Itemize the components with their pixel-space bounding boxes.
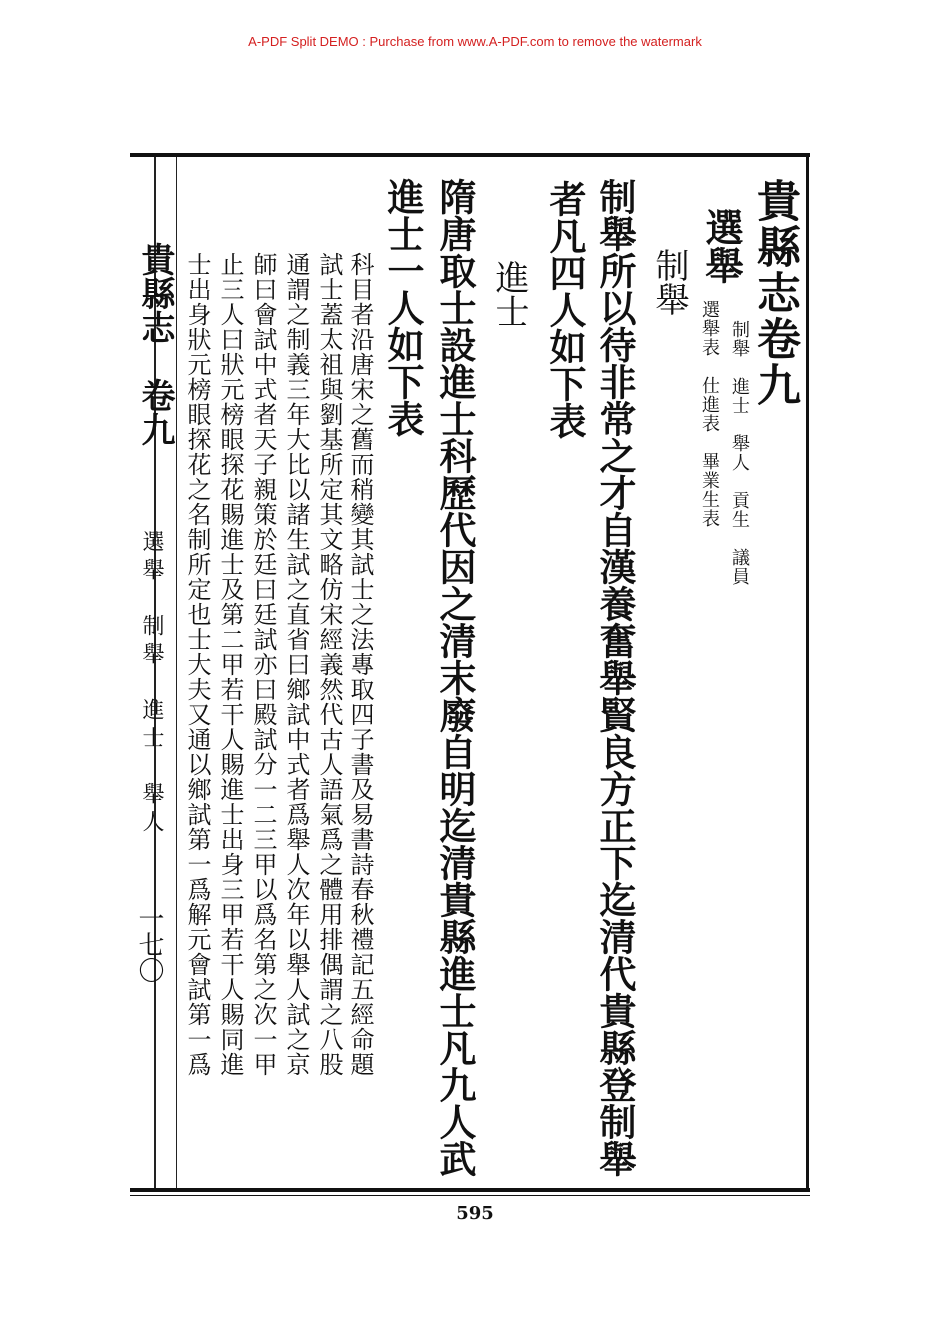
jinshi-text-column: 進士一人如下表: [381, 178, 425, 437]
margin-folio-number: 一七〇: [134, 905, 164, 983]
frame-right-border: [806, 153, 809, 1192]
section-contents-line2: 選舉表 仕進表 畢業生表: [699, 300, 720, 528]
watermark-text: A-PDF Split DEMO : Purchase from www.A-PDF.com to remove the watermark: [248, 34, 702, 49]
zhiju-heading: 制舉: [649, 248, 689, 316]
margin-divider: [176, 157, 177, 1188]
margin-book-title: 貴縣志 卷九: [135, 242, 175, 446]
frame-bottom-border: [130, 1188, 810, 1192]
note-line: 科目者沿唐宋之舊而稍變其試士之法專取四子書及易書詩春秋禮記五經命題: [346, 252, 374, 1077]
note-line: 止三人曰狀元榜眼探花賜進士及第二甲若干人賜進士出身三甲若干人賜同進: [216, 252, 244, 1077]
section-contents-line1: 制舉 進士 舉人 貢生 議員: [729, 320, 750, 586]
zhiju-text-column: 者凡四人如下表: [543, 180, 587, 439]
frame-top-border: [130, 153, 810, 157]
zhiju-text-column: 制舉所以待非常之才自漢養奮舉賢良方正下迄清代貴縣登制舉: [593, 178, 637, 1177]
note-line: 試士蓋太祖與劉基所定其文略仿宋經義然代古人語氣爲之體用排偶謂之八股: [315, 252, 343, 1077]
margin-section-label: 選舉 制舉 進士 舉人: [139, 530, 164, 838]
note-line: 士出身狀元榜眼探花之名制所定也士大夫又通以鄉試第一爲解元會試第一爲: [183, 252, 211, 1077]
note-line: 師曰會試中式者天子親策於廷曰廷試亦曰殿試分一二三甲以爲名第之次一甲: [249, 252, 277, 1077]
section-heading: 選舉: [699, 208, 744, 284]
jinshi-text-column: 隋唐取士設進士科歷代因之清末廢自明迄清貴縣進士凡九人武: [433, 178, 477, 1177]
note-line: 通謂之制義三年大比以諸生試之直省曰鄉試中式者爲舉人次年以舉人試之京: [282, 252, 310, 1077]
volume-title: 貴縣志卷九: [749, 178, 800, 408]
page-number: 595: [456, 1203, 494, 1224]
frame-bottom-thin-border: [130, 1195, 810, 1196]
jinshi-heading: 進士: [489, 260, 529, 328]
